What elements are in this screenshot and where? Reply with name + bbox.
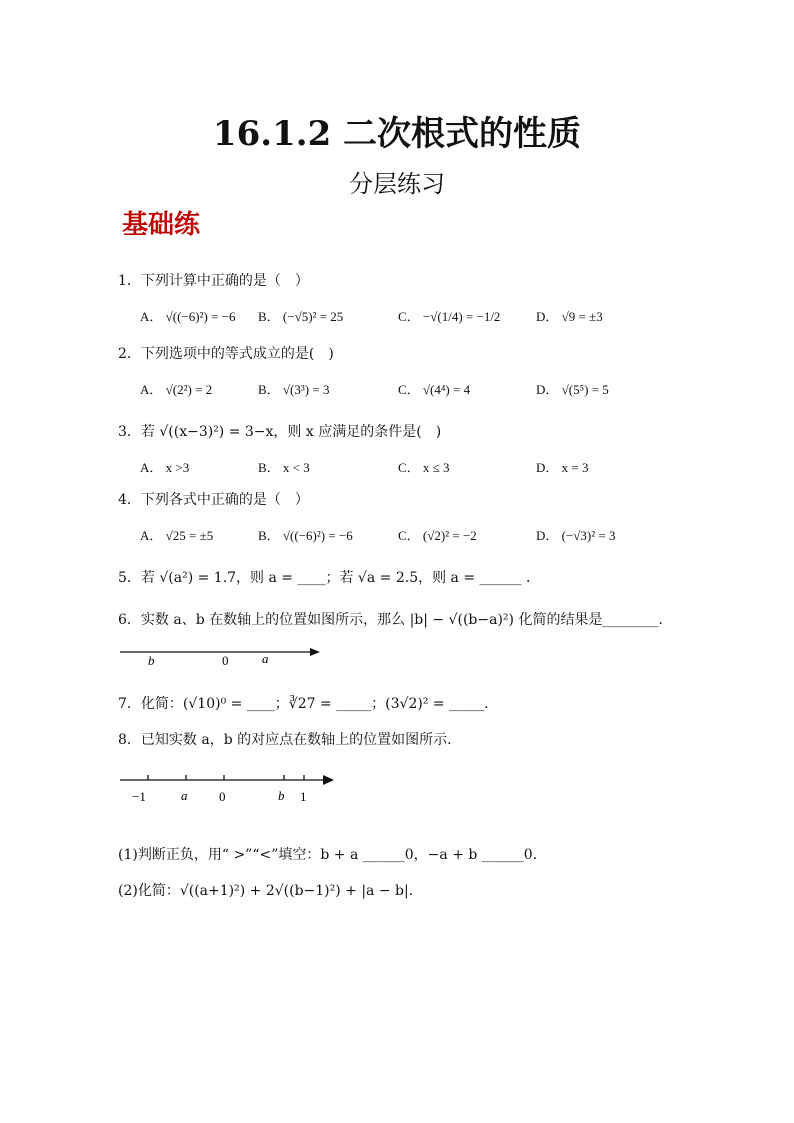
q4-option-a <box>140 525 213 544</box>
q4-option-a-expr: √25 = ±5 <box>165 528 214 543</box>
q3-option-d-label: D． <box>536 460 559 475</box>
q1-option-c <box>398 306 500 325</box>
q1-option-b-label: B． <box>258 309 280 324</box>
q3-option-d <box>536 457 588 476</box>
number-line-q8 <box>118 770 348 810</box>
q3-option-c <box>398 457 450 476</box>
q3-option-c-label: C． <box>398 460 420 475</box>
section-heading: 基础练 <box>122 210 201 240</box>
axis-label-b: b <box>278 788 285 803</box>
page-subtitle: 分层练习 <box>349 170 445 198</box>
q1-option-c-label: C． <box>398 309 420 324</box>
q2-option-c-expr: √(4⁴) = 4 <box>422 382 471 397</box>
q2-option-a-expr: √(2²) = 2 <box>165 382 213 397</box>
q1-option-d <box>536 306 603 325</box>
question-1-stem: 1．下列计算中正确的是（ ） <box>118 273 309 289</box>
q3-option-b-expr: x < 3 <box>282 460 310 475</box>
q2-option-b <box>258 379 329 398</box>
q1-option-a-expr: √((−6)²) = −6 <box>165 309 236 324</box>
q1-option-a <box>140 306 235 325</box>
q1-option-a-label: A． <box>140 309 163 324</box>
page-title: 16.1.2 二次根式的性质 <box>212 114 582 154</box>
q4-option-b-label: B． <box>258 528 280 543</box>
axis-label-zero: 0 <box>219 789 226 804</box>
q3-option-a-label: A． <box>140 460 163 475</box>
q4-option-d <box>536 525 616 544</box>
q1-option-b <box>258 306 343 325</box>
q2-option-b-label: B． <box>258 382 280 397</box>
q2-option-a-label: A． <box>140 382 163 397</box>
question-6: 6．实数 a、b 在数轴上的位置如图所示，那么 |b| − √((b−a)²) 化简的结果是________． <box>118 612 673 628</box>
q2-option-b-expr: √(3³) = 3 <box>282 382 330 397</box>
axis-label-a: a <box>181 788 188 803</box>
question-7: 7．化简：(√10)⁰ = ____；∛27 = _____；(3√2)² = _____． <box>118 696 499 712</box>
q4-option-c <box>398 525 477 544</box>
number-line-q6 <box>118 644 328 674</box>
q3-option-a <box>140 457 189 476</box>
axis-label-neg-one: −1 <box>132 789 146 804</box>
q2-option-d-label: D． <box>536 382 559 397</box>
question-8-part-2: (2)化简：√((a+1)²) + 2√((b−1)²) + |a − b|． <box>118 883 423 899</box>
q4-option-d-label: D． <box>536 528 559 543</box>
q3-option-b <box>258 457 310 476</box>
q3-option-d-expr: x = 3 <box>561 460 589 475</box>
q2-option-c <box>398 379 470 398</box>
question-8-part-1: (1)判断正负，用“ >”“<”填空：b + a ______0，−a + b ______0． <box>118 847 547 863</box>
q4-option-a-label: A． <box>140 528 163 543</box>
axis-label-one: 1 <box>300 789 307 804</box>
question-5: 5．若 √(a²) = 1.7，则 a = ____；若 √a = 2.5，则 a = ______ ． <box>118 570 540 586</box>
question-4-stem: 4．下列各式中正确的是（ ） <box>118 492 309 508</box>
q2-option-d <box>536 379 609 398</box>
q3-option-b-label: B． <box>258 460 280 475</box>
axis-label-a: a <box>262 651 269 666</box>
q4-option-d-expr: (−√3)² = 3 <box>561 528 616 543</box>
question-2-stem: 2．下列选项中的等式成立的是( ) <box>118 346 334 362</box>
q2-option-a <box>140 379 212 398</box>
q1-option-b-expr: (−√5)² = 25 <box>282 309 344 324</box>
q1-option-c-expr: −√(1/4) = −1/2 <box>422 309 501 324</box>
q3-option-c-expr: x ≤ 3 <box>422 460 450 475</box>
axis-label-b: b <box>148 653 155 668</box>
question-3-stem: 3．若 √((x−3)²) = 3−x，则 x 应满足的条件是( ) <box>118 424 442 440</box>
question-8: 8．已知实数 a，b 的对应点在数轴上的位置如图所示． <box>118 732 462 748</box>
q4-option-b-expr: √((−6)²) = −6 <box>282 528 353 543</box>
q4-option-c-label: C． <box>398 528 420 543</box>
q4-option-b <box>258 525 353 544</box>
axis-label-zero: 0 <box>222 653 229 668</box>
q4-option-c-expr: (√2)² = −2 <box>422 528 477 543</box>
q1-option-d-expr: √9 = ±3 <box>561 309 603 324</box>
q1-option-d-label: D． <box>536 309 559 324</box>
q2-option-c-label: C． <box>398 382 420 397</box>
q3-option-a-expr: x >3 <box>165 460 190 475</box>
q2-option-d-expr: √(5⁵) = 5 <box>561 382 609 397</box>
